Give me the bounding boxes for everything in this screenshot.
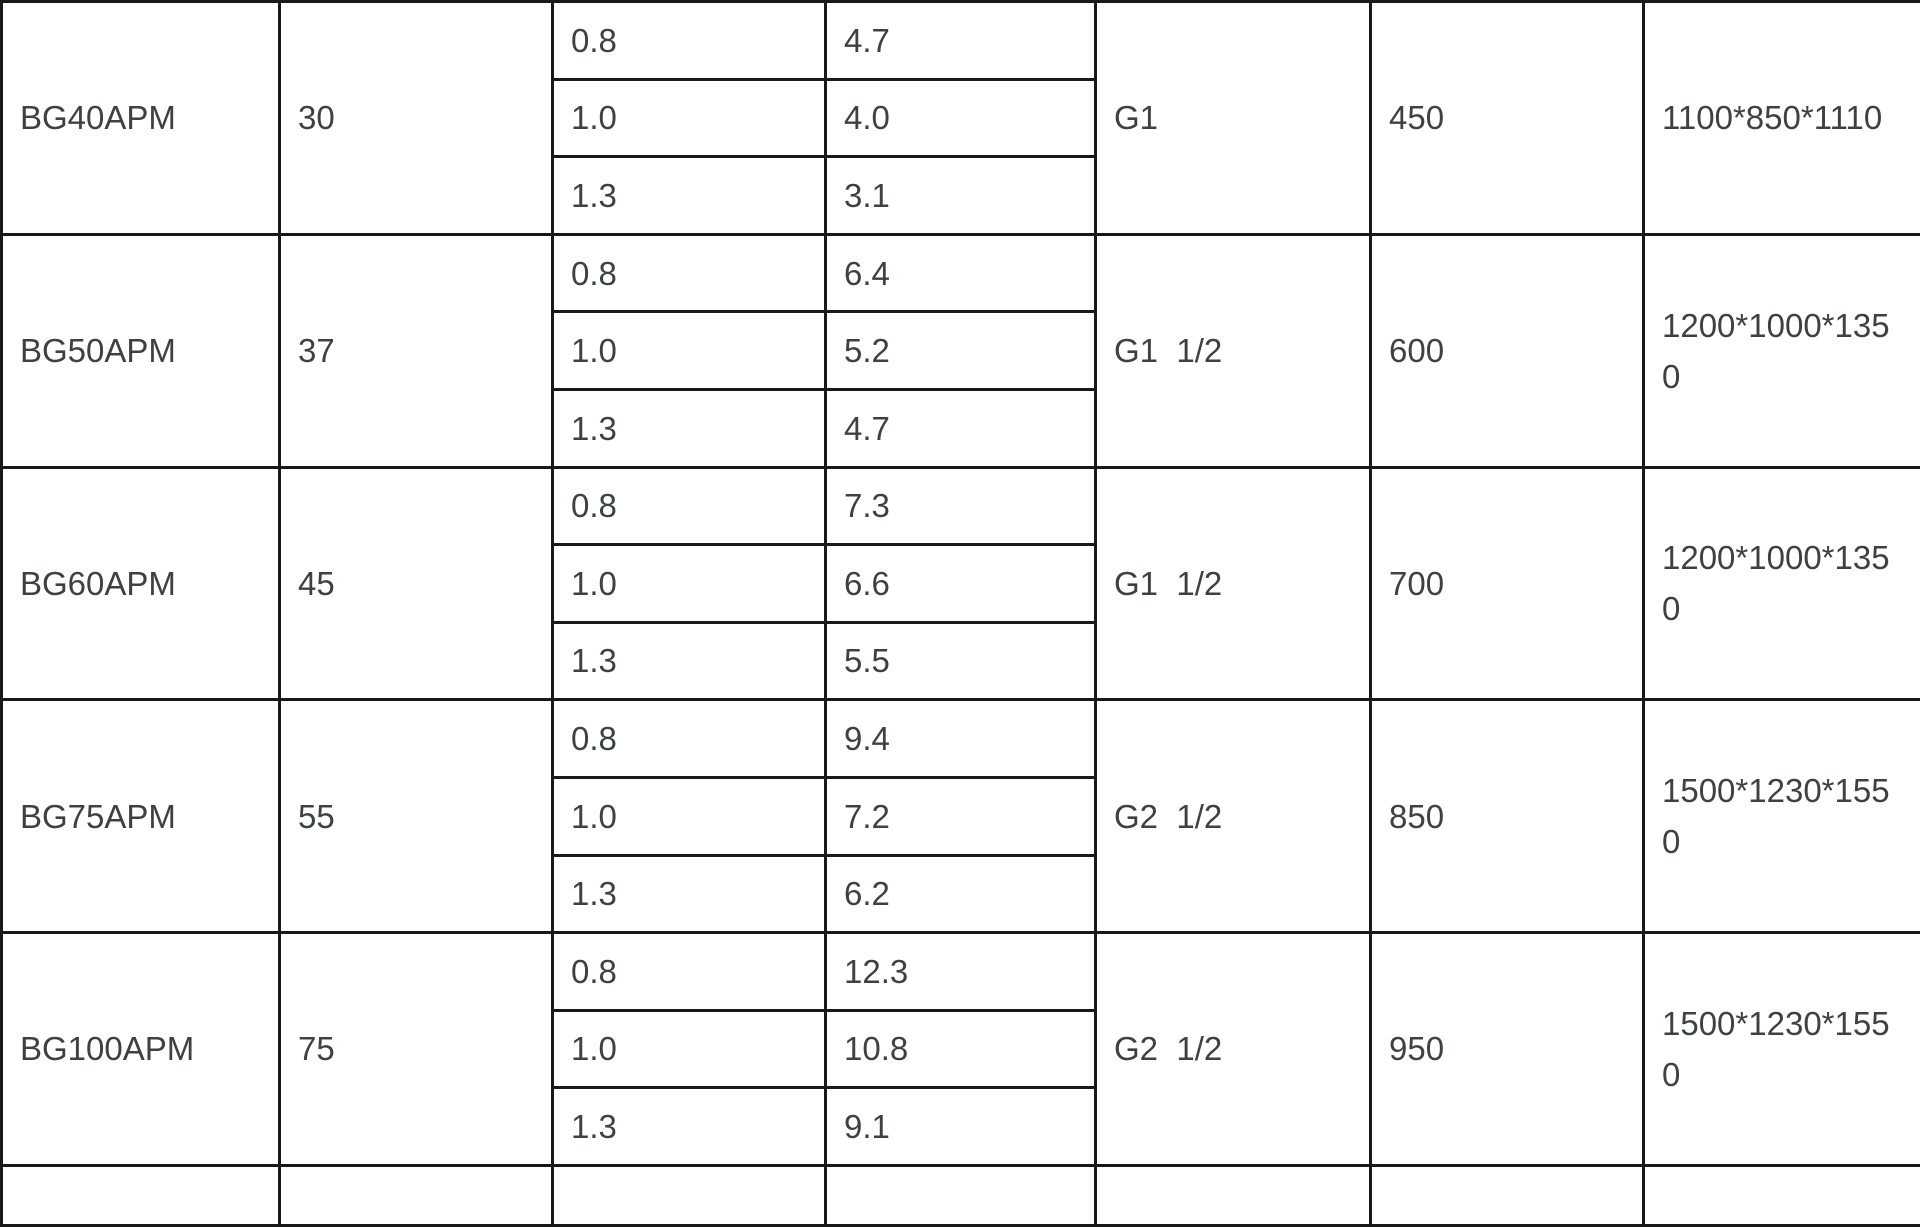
model-cell: BG50APM	[2, 234, 280, 467]
pressure-cell: 1.0	[553, 79, 826, 157]
empty-cell	[553, 1165, 826, 1225]
flow-cell: 7.3	[826, 467, 1096, 545]
model-cell: BG40APM	[2, 2, 280, 235]
flow-cell: 4.0	[826, 79, 1096, 157]
pressure-cell: 0.8	[553, 700, 826, 778]
flow-cell: 10.8	[826, 1010, 1096, 1088]
pipe-size-cell: G2 1/2	[1096, 933, 1371, 1166]
flow-cell: 4.7	[826, 2, 1096, 80]
dimensions-cell: 1100*850*1110	[1644, 2, 1920, 235]
dimensions-cell: 1500*1230*1550	[1644, 700, 1920, 933]
flow-cell: 6.6	[826, 545, 1096, 623]
table-row-clipped	[2, 1165, 1920, 1225]
pressure-cell: 1.3	[553, 622, 826, 700]
empty-cell	[826, 1165, 1096, 1225]
pipe-size-cell: G1 1/2	[1096, 467, 1371, 700]
weight-cell: 850	[1371, 700, 1644, 933]
table-row	[2, 700, 1920, 778]
power-cell: 37	[280, 234, 553, 467]
pipe-size-cell: G1 1/2	[1096, 234, 1371, 467]
flow-cell: 5.2	[826, 312, 1096, 390]
flow-cell: 9.1	[826, 1088, 1096, 1166]
weight-cell: 700	[1371, 467, 1644, 700]
table-row	[2, 234, 1920, 312]
weight-cell: 600	[1371, 234, 1644, 467]
pressure-cell: 1.3	[553, 1088, 826, 1166]
pressure-cell: 1.3	[553, 389, 826, 467]
table-row	[2, 933, 1920, 1011]
pressure-cell: 1.0	[553, 545, 826, 623]
pipe-size-cell: G1	[1096, 2, 1371, 235]
flow-cell: 5.5	[826, 622, 1096, 700]
pressure-cell: 1.0	[553, 312, 826, 390]
power-cell: 30	[280, 2, 553, 235]
pressure-cell: 1.0	[553, 777, 826, 855]
dimensions-cell: 1200*1000*1350	[1644, 467, 1920, 700]
flow-cell: 12.3	[826, 933, 1096, 1011]
empty-cell	[1096, 1165, 1371, 1225]
power-cell: 75	[280, 933, 553, 1166]
flow-cell: 6.4	[826, 234, 1096, 312]
pressure-cell: 0.8	[553, 234, 826, 312]
empty-cell	[1371, 1165, 1644, 1225]
weight-cell: 450	[1371, 2, 1644, 235]
table-row	[2, 467, 1920, 545]
empty-cell	[280, 1165, 553, 1225]
pipe-size-cell: G2 1/2	[1096, 700, 1371, 933]
dimensions-cell: 1200*1000*1350	[1644, 234, 1920, 467]
empty-cell	[1644, 1165, 1920, 1225]
pressure-cell: 0.8	[553, 933, 826, 1011]
power-cell: 45	[280, 467, 553, 700]
flow-cell: 7.2	[826, 777, 1096, 855]
pressure-cell: 1.3	[553, 157, 826, 235]
power-cell: 55	[280, 700, 553, 933]
pressure-cell: 1.3	[553, 855, 826, 933]
model-cell: BG60APM	[2, 467, 280, 700]
pressure-cell: 0.8	[553, 467, 826, 545]
table-row	[2, 2, 1920, 80]
model-cell: BG75APM	[2, 700, 280, 933]
model-cell: BG100APM	[2, 933, 280, 1166]
weight-cell: 950	[1371, 933, 1644, 1166]
dimensions-cell: 1500*1230*1550	[1644, 933, 1920, 1166]
flow-cell: 6.2	[826, 855, 1096, 933]
flow-cell: 4.7	[826, 389, 1096, 467]
flow-cell: 9.4	[826, 700, 1096, 778]
pressure-cell: 1.0	[553, 1010, 826, 1088]
empty-cell	[2, 1165, 280, 1225]
flow-cell: 3.1	[826, 157, 1096, 235]
pressure-cell: 0.8	[553, 2, 826, 80]
